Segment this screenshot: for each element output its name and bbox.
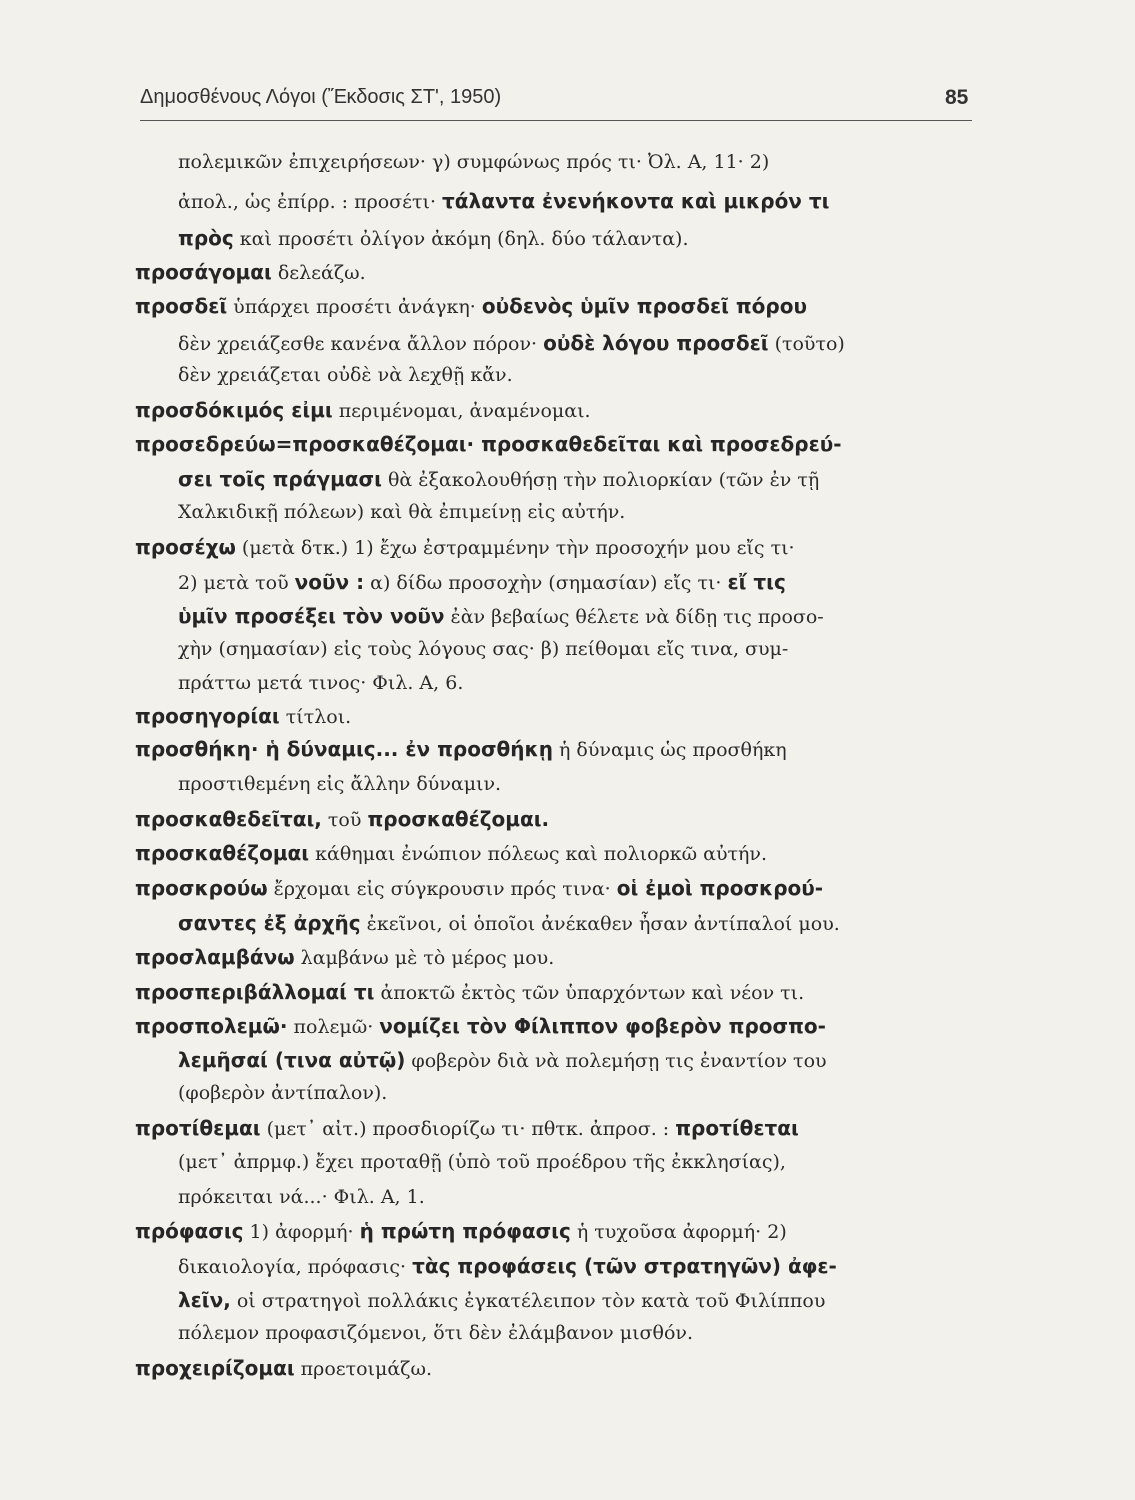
dictionary-entry — [135, 706, 351, 727]
headword-text: νομίζει τὸν Φίλιππον φοβερὸν προσπο- — [379, 1014, 826, 1038]
definition-text: κάθημαι ἐνώπιον πόλεως καὶ πολιορκῶ αὐτήν. — [309, 843, 768, 865]
definition-text: ἀπολ., ὡς ἐπίρρ. : προσέτι· — [178, 191, 443, 213]
text-line — [178, 640, 788, 659]
definition-text: (φοβερὸν ἀντίπαλον). — [178, 1082, 388, 1104]
dictionary-entry — [135, 843, 767, 864]
headword-text: προσηγορίαι — [135, 704, 280, 728]
headword-text: προσθήκη· ἡ δύναμις... ἐν προσθήκῃ — [135, 737, 553, 761]
dictionary-entry — [135, 262, 366, 283]
headword-text: προσπεριβάλλομαί τι — [135, 980, 375, 1004]
definition-text: καὶ προσέτι ὀλίγον ἀκόμη (δηλ. δύο τάλαντα). — [233, 228, 689, 250]
headword-text: τὰς προφάσεις (τῶν στρατηγῶν) ἀφε- — [412, 1254, 837, 1278]
dictionary-entry — [135, 878, 823, 899]
dictionary-entry — [135, 1016, 826, 1037]
dictionary-entry — [135, 537, 795, 558]
dictionary-entry — [135, 739, 787, 760]
definition-text: ἡ δύναμις ὡς προσθήκη — [552, 739, 787, 761]
definition-text: δὲν χρειάζεται οὐδὲ νὰ λεχθῇ κἄν. — [178, 364, 513, 386]
headword-text: προσεδρεύω=προσκαθέζομαι· προσκαθεδεῖται καὶ προσεδρεύ- — [135, 432, 842, 456]
definition-text: ὑπάρχει προσέτι ἀνάγκη· — [227, 296, 482, 318]
definition-text: δὲν χρειάζεσθε κανένα ἄλλον πόρον· — [178, 333, 544, 355]
headword-text: πρὸς — [178, 226, 234, 250]
text-line — [178, 1256, 837, 1277]
definition-text: περιμένομαι, ἀναμένομαι. — [332, 400, 591, 422]
headword-text: προσλαμβάνω — [135, 945, 295, 969]
headword-text: προσδεῖ — [135, 294, 228, 318]
headword-text: λεῖν, — [178, 1288, 231, 1312]
definition-text: οἱ στρατηγοὶ πολλάκις ἐγκατέλειπον τὸν κατὰ τοῦ Φιλίππου — [230, 1290, 826, 1312]
text-line — [178, 1324, 693, 1343]
text-line — [178, 1153, 786, 1172]
headword-text: σαντες ἐξ ἀρχῆς — [178, 911, 361, 935]
headword-text: οὐδὲ λόγου προσδεῖ — [543, 331, 769, 355]
dictionary-entry — [135, 809, 549, 830]
definition-text: λαμβάνω μὲ τὸ μέρος μου. — [294, 947, 555, 969]
definition-text: α) δίδω προσοχὴν (σημασίαν) εἴς τι· — [364, 572, 728, 594]
definition-text: τοῦ — [321, 809, 368, 831]
page-number: 85 — [945, 86, 969, 109]
definition-text: ἔρχομαι εἰς σύγκρουσιν πρός τινα· — [267, 878, 617, 900]
definition-text: ἀποκτῶ ἐκτὸς τῶν ὑπαρχόντων καὶ νέον τι. — [374, 982, 805, 1004]
headword-text: ὑμῖν προσέξει τὸν νοῦν — [178, 604, 445, 628]
headword-text: προσκρούω — [135, 876, 268, 900]
headword-text: προσέχω — [135, 535, 236, 559]
definition-text: πολεμικῶν ἐπιχειρήσεων· γ) συμφώνως πρός τι· Ὀλ. Α, 11· 2) — [178, 151, 770, 173]
definition-text: ἡ τυχοῦσα ἀφορμή· 2) — [570, 1221, 787, 1243]
dictionary-entry — [135, 1358, 432, 1379]
definition-text: χὴν (σημασίαν) εἰς τοὺς λόγους σας· β) πείθομαι εἴς τινα, συμ- — [178, 638, 789, 660]
headword-text: νοῦν : — [294, 570, 365, 594]
text-line — [178, 606, 824, 627]
text-line — [178, 572, 786, 593]
headword-text: προσκαθέζομαι — [135, 841, 310, 865]
text-line — [178, 366, 513, 385]
definition-text: 2) μετὰ τοῦ — [178, 572, 295, 594]
headword-text: προσάγομαι — [135, 260, 272, 284]
headword-text: ἡ πρώτη πρόφασις — [359, 1219, 571, 1243]
headword-text: προσκαθέζομαι. — [367, 807, 550, 831]
definition-text: προετοιμάζω. — [294, 1358, 433, 1380]
text-line — [178, 1084, 387, 1103]
text-line — [178, 228, 689, 249]
definition-text: ἐκεῖνοι, οἱ ὁποῖοι ἀνέκαθεν ἦσαν ἀντίπαλοί μου. — [360, 913, 840, 935]
dictionary-entry — [135, 296, 807, 317]
headword-text: προχειρίζομαι — [135, 1356, 295, 1380]
text-line — [178, 153, 769, 172]
text-line — [178, 469, 819, 490]
dictionary-entry — [135, 400, 591, 421]
definition-text: (μετὰ δτκ.) 1) ἔχω ἐστραμμένην τὴν προσοχήν μου εἴς τι· — [235, 537, 795, 559]
definition-text: τίτλοι. — [279, 706, 352, 728]
headword-text: πρόφασις — [135, 1219, 244, 1243]
text-line — [178, 1050, 827, 1071]
headword-text: προτίθεμαι — [135, 1116, 261, 1140]
headword-text: προσδόκιμός εἰμι — [135, 398, 333, 422]
dictionary-entry — [135, 1221, 787, 1242]
headword-text: τάλαντα ἐνενήκοντα καὶ μικρόν τι — [442, 189, 830, 213]
text-line — [178, 913, 840, 934]
running-header-title: Δημοσθένους Λόγοι (Ἔκδοσις ΣΤ', 1950) — [140, 86, 502, 108]
text-line — [178, 674, 463, 693]
dictionary-entry — [135, 982, 804, 1003]
dictionary-entry — [135, 434, 842, 455]
headword-text: προτίθεται — [675, 1116, 799, 1140]
definition-text: πόλεμον προφασιζόμενοι, ὅτι δὲν ἐλάμβανον μισθόν. — [178, 1322, 693, 1344]
definition-text: δικαιολογία, πρόφασις· — [178, 1256, 413, 1278]
definition-text: ἐὰν βεβαίως θέλετε νὰ δίδῃ τις προσο- — [444, 606, 824, 628]
text-line — [178, 1290, 825, 1311]
text-line — [178, 775, 501, 794]
definition-text: δελεάζω. — [271, 262, 366, 284]
headword-text: οὐδενὸς ὑμῖν προσδεῖ πόρου — [481, 294, 807, 318]
definition-text: Χαλκιδικῇ πόλεων) καὶ θὰ ἐπιμείνῃ εἰς αὐτήν. — [178, 501, 626, 523]
definition-text: προστιθεμένη εἰς ἄλλην δύναμιν. — [178, 773, 502, 795]
definition-text: φοβερὸν διὰ νὰ πολεμήσῃ τις ἐναντίον του — [405, 1050, 827, 1072]
dictionary-entry — [135, 947, 554, 968]
definition-text: (τοῦτο) — [768, 333, 845, 355]
headword-text: λεμῆσαί (τινα αὐτῷ) — [178, 1048, 406, 1072]
definition-text: (μετ᾽ αἰτ.) προσδιορίζω τι· πθτκ. ἀπροσ. : — [260, 1118, 676, 1140]
definition-text: θὰ ἐξακολουθήσῃ τὴν πολιορκίαν (τῶν ἐν τῇ — [381, 469, 820, 491]
headword-text: εἴ τις — [727, 570, 786, 594]
text-line — [178, 503, 625, 522]
dictionary-entry — [135, 1118, 799, 1139]
definition-text: πολεμῶ· — [287, 1016, 380, 1038]
definition-text: (μετ᾽ ἀπρμφ.) ἔχει προταθῇ (ὑπὸ τοῦ προέδρου τῆς ἐκκλησίας), — [178, 1151, 786, 1173]
headword-text: προσπολεμῶ· — [135, 1014, 288, 1038]
definition-text: πράττω μετά τινος· Φιλ. Α, 6. — [178, 672, 464, 694]
headword-text: προσκαθεδεῖται, — [135, 807, 322, 831]
headword-text: σει τοῖς πράγμασι — [178, 467, 382, 491]
text-line — [178, 191, 829, 212]
text-line — [178, 1188, 425, 1207]
headword-text: οἱ ἐμοὶ προσκρού- — [616, 876, 824, 900]
definition-text: 1) ἀφορμή· — [243, 1221, 360, 1243]
text-line — [178, 333, 845, 354]
definition-text: πρόκειται νά...· Φιλ. Α, 1. — [178, 1186, 425, 1208]
header-rule — [140, 120, 972, 121]
